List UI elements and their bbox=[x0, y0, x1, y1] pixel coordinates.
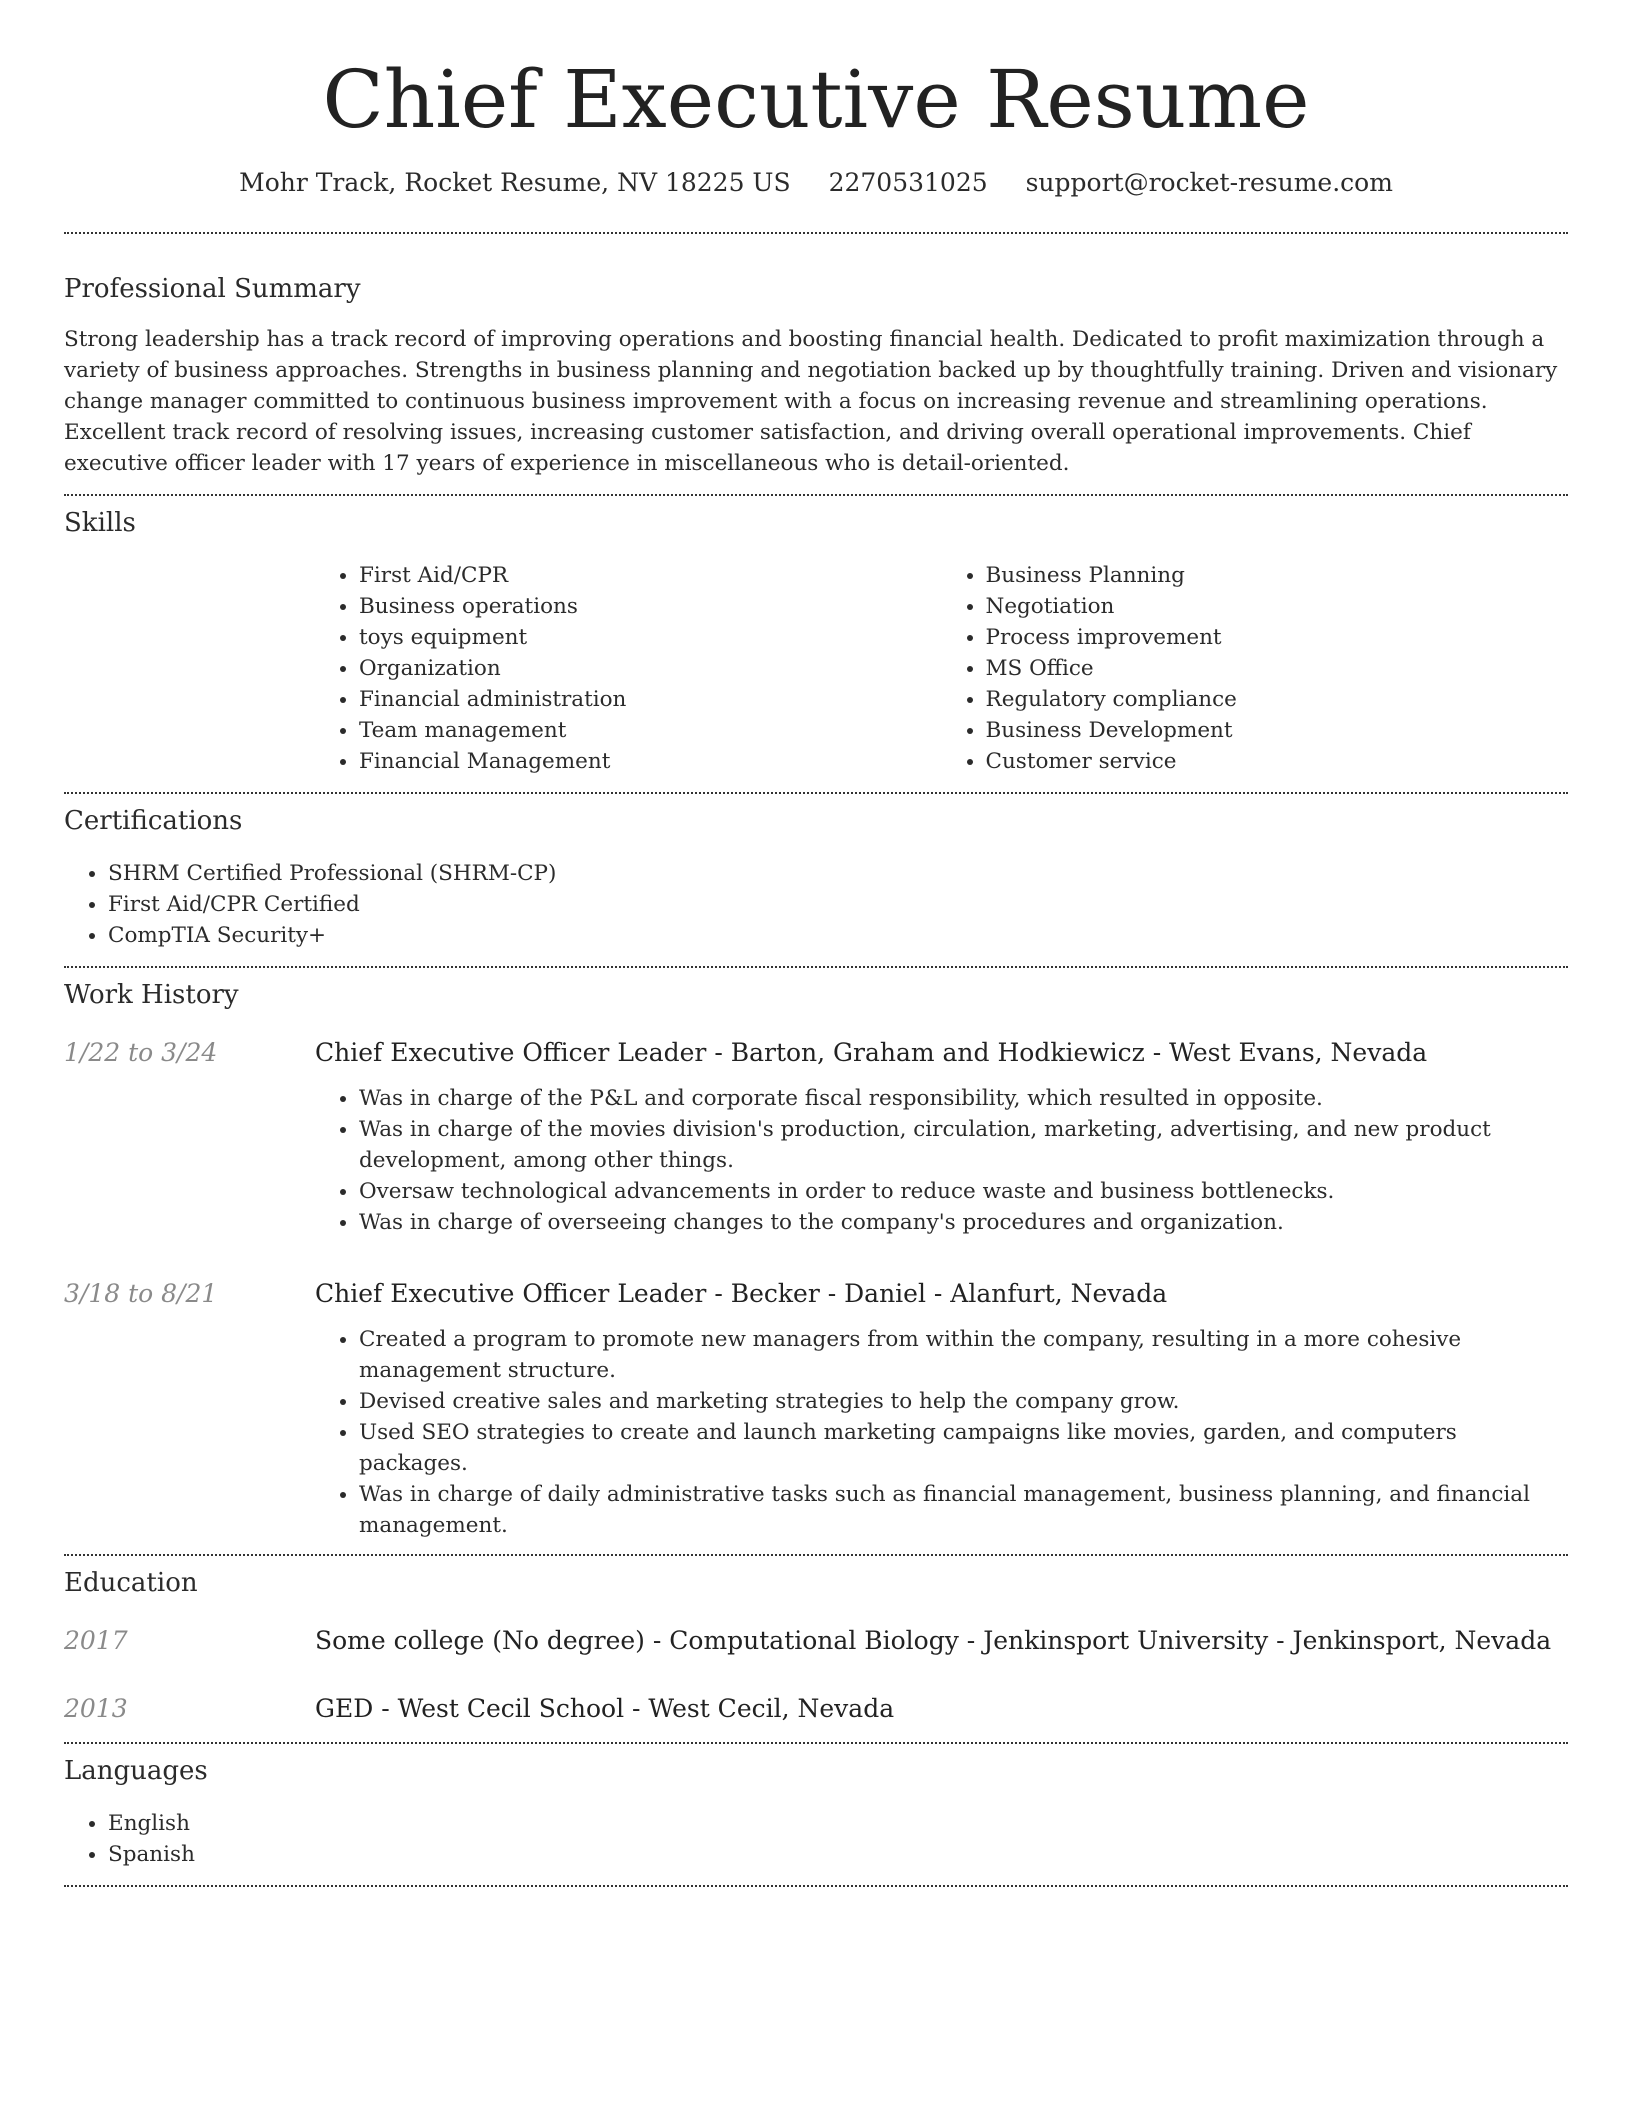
skills-list-right bbox=[942, 560, 1569, 777]
work-bullet: • Was in charge of the movies division's production, circulation, marketing, advertising, and new product development, among other things. bbox=[359, 1114, 1568, 1176]
skill-item: • Financial Management bbox=[359, 746, 942, 777]
section-title-skills: Skills bbox=[64, 508, 136, 538]
work-bullet: • Used SEO strategies to create and launch marketing campaigns like movies, garden, and computers packages. bbox=[359, 1417, 1568, 1479]
contact-address: Mohr Track, Rocket Resume, NV 18225 US bbox=[239, 168, 791, 197]
skill-item: • Customer service bbox=[986, 746, 1569, 777]
certifications-section bbox=[64, 804, 1568, 951]
education-year: 2013 bbox=[64, 1694, 128, 1723]
work-details bbox=[315, 1036, 1568, 1238]
skill-item: • Business Planning bbox=[986, 560, 1569, 591]
skill-item: • Financial administration bbox=[359, 684, 942, 715]
divider bbox=[64, 232, 1568, 234]
resume-page bbox=[64, 0, 1568, 1887]
divider bbox=[64, 1885, 1568, 1887]
section-title-languages: Languages bbox=[64, 1756, 208, 1786]
contact-phone: 2270531025 bbox=[828, 168, 988, 197]
contact-line bbox=[64, 166, 1568, 200]
skill-item: • Negotiation bbox=[986, 591, 1569, 622]
work-section bbox=[64, 978, 1568, 1541]
summary-text: Strong leadership has a track record of improving operations and boosting financial health. Dedicated to profit maximization through a variety of business approaches. Strengths in business planning and negotiation backed up by thoughtfully training. Driven and visionary change manager committed to continuous business improvement with a focus on increasing revenue and streamlining operations. Excellent track record of resolving issues, increasing customer satisfaction, and driving overall operational improvements. Chief executive officer leader with 17 years of experience in miscellaneous who is detail-oriented. bbox=[64, 327, 1558, 476]
work-bullets bbox=[315, 1324, 1568, 1541]
work-dates: 1/22 to 3/24 bbox=[64, 1038, 218, 1067]
section-title-education: Education bbox=[64, 1568, 198, 1598]
work-bullet: • Devised creative sales and marketing strategies to help the company grow. bbox=[359, 1386, 1568, 1417]
skill-item: • First Aid/CPR bbox=[359, 560, 942, 591]
education-year: 2017 bbox=[64, 1626, 128, 1655]
education-heading: GED - West Cecil School - West Cecil, Nevada bbox=[315, 1694, 895, 1723]
work-details bbox=[315, 1277, 1568, 1541]
divider bbox=[64, 792, 1568, 794]
divider bbox=[64, 1742, 1568, 1744]
divider bbox=[64, 1554, 1568, 1556]
skill-item: • MS Office bbox=[986, 653, 1569, 684]
certification-item: • SHRM Certified Professional (SHRM-CP) bbox=[108, 858, 1568, 889]
resume-title: Chief Executive Resume bbox=[322, 53, 1310, 146]
work-bullet: • Was in charge of daily administrative tasks such as financial management, business planning, and financial management. bbox=[359, 1479, 1568, 1541]
contact-email: support@rocket-resume.com bbox=[1025, 168, 1393, 197]
language-item: • English bbox=[108, 1808, 1568, 1839]
section-title-work: Work History bbox=[64, 980, 239, 1010]
skill-item: • Regulatory compliance bbox=[986, 684, 1569, 715]
education-section bbox=[64, 1566, 1568, 1726]
work-bullet: • Was in charge of the P&L and corporate fiscal responsibility, which resulted in opposite. bbox=[359, 1083, 1568, 1114]
education-heading: Some college (No degree) - Computational Biology - Jenkinsport University - Jenkinsport, Nevada bbox=[315, 1626, 1552, 1655]
skill-item: • Business Development bbox=[986, 715, 1569, 746]
section-title-summary: Professional Summary bbox=[64, 274, 361, 304]
section-title-certifications: Certifications bbox=[64, 806, 243, 836]
certifications-list bbox=[64, 858, 1568, 951]
divider bbox=[64, 966, 1568, 968]
skills-list-left bbox=[315, 560, 942, 777]
languages-list bbox=[64, 1808, 1568, 1870]
skills-section bbox=[64, 506, 1568, 777]
language-item: • Spanish bbox=[108, 1839, 1568, 1870]
skill-item: • Organization bbox=[359, 653, 942, 684]
work-bullet: • Was in charge of overseeing changes to the company's procedures and organization. bbox=[359, 1207, 1568, 1238]
certification-item: • CompTIA Security+ bbox=[108, 920, 1568, 951]
skill-item: • Business operations bbox=[359, 591, 942, 622]
work-entry bbox=[64, 1036, 1568, 1238]
skills-columns bbox=[315, 560, 1568, 777]
work-bullet: • Created a program to promote new managers from within the company, resulting in a more cohesive management structure. bbox=[359, 1324, 1568, 1386]
work-dates: 3/18 to 8/21 bbox=[64, 1279, 218, 1308]
work-heading: Chief Executive Officer Leader - Barton, Graham and Hodkiewicz - West Evans, Nevada bbox=[315, 1038, 1428, 1067]
work-entry bbox=[64, 1277, 1568, 1541]
skill-item: • Process improvement bbox=[986, 622, 1569, 653]
divider bbox=[64, 494, 1568, 496]
skill-item: • Team management bbox=[359, 715, 942, 746]
work-bullet: • Oversaw technological advancements in order to reduce waste and business bottlenecks. bbox=[359, 1176, 1568, 1207]
summary-section bbox=[64, 272, 1568, 479]
education-entry bbox=[64, 1624, 1568, 1658]
languages-section bbox=[64, 1754, 1568, 1870]
certification-item: • First Aid/CPR Certified bbox=[108, 889, 1568, 920]
work-heading: Chief Executive Officer Leader - Becker - Daniel - Alanfurt, Nevada bbox=[315, 1279, 1168, 1308]
skill-item: • toys equipment bbox=[359, 622, 942, 653]
education-entry bbox=[64, 1692, 1568, 1726]
work-bullets bbox=[315, 1083, 1568, 1238]
